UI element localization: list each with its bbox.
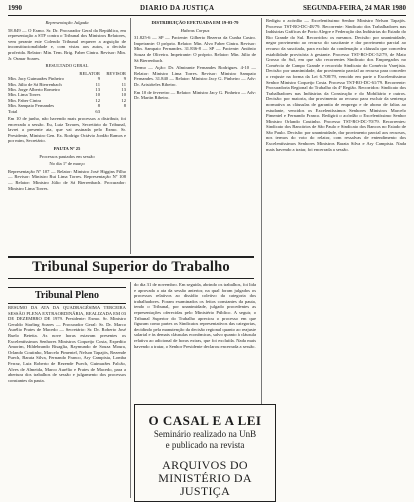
ad-publication-title: ARQUIVOS DO MINISTÉRIO DA JUSTIÇA [158,458,252,498]
section-rule-top [8,256,254,258]
distribution-subheading: Habeas Corpus [180,27,210,33]
left-column [8,18,126,256]
tribunal-banner: Tribunal Superior do Trabalho [32,259,230,275]
right-column [266,18,406,498]
journal-title: DIARIO DA JUSTIÇA [140,4,215,12]
mid-column-body-2: Termo — Ação: Dr. Almirante Fernandes Rodrigues. 4-10 — Relator: Ministro Lima Torres. Revisor: Ministro Sampaio Fernandes. 31.840 — Relator: Ministro Jacy G. Pinheiro — Adv: Dr. Aristóteles Ribeiro. [134,65,256,87]
judge-name: Min. Lima Torres [8,92,41,98]
ad-line-3: e publicado na revista [165,440,245,450]
judge-name: Min. Sampaio Fernandes [8,103,55,109]
right-column-text: Redigiu o acórdão — Excelentíssimo Senhor Ministro Nelson Tapajós. Processo TST-RO-DC-48/79. Recorrente: Sindicato dos Trabalhadores nas Indústrias Gráficas de Porto Alegre e Federação das Indústrias do Estado do Rio Grande do Sul. Recorridos: os mesmos. Decisão: por unanimidade, negar provimento ao recurso do suscitante e dar provimento parcial ao recurso da suscitada, para excluir da condenação a cláusula que concedeu estabilidade provisória à gestante. Processo TST-RO-DC-52/79, de Mato Grosso do Sul, em que são recorrentes Sindicato dos Empregados no Comércio de Campo Grande e recorrido Sindicato do Comércio Varejista. Decisão: por unanimidade, dar provimento parcial ao recurso para conceder o reajuste na forma da Lei 6.708/79, vencido em parte o Excelentíssimo Senhor Ministro Coqueijo Costa. Processo TST-RO-DC-61/79. Recorrente: Procuradoria Regional do Trabalho da 4ª Região. Recorridos: Sindicato dos Trabalhadores nas Indústrias da Construção e do Mobiliário e outros. Decisão: por maioria, dar provimento ao recurso para excluir da sentença normativa as cláusulas de garantia de emprego e de abono de faltas ao estudante, vencidos os Excelentíssimos Senhores Ministros Marcelo Pimentel e Fernando Franco. Redigirá o acórdão o Excelentíssimo Senhor Ministro Orlando Coutinho. Processo TST-RO-DC-70/79. Recorrentes: Sindicato dos Bancários de São Paulo e Sindicato dos Bancos no Estado de São Paulo. Decisão: por unanimidade, dar provimento parcial aos recursos, nos termos do voto do relator, com ressalvas de entendimento dos Excelentíssimos Senhores Ministros Barata Silva e Ary Campista. Nada mais havendo a tratar, foi encerrada a sessão. [266,18,406,152]
count-a: 10 [95,92,100,98]
header-rule [8,15,406,16]
count-a: 12 [95,97,100,103]
distribution-table [8,71,126,114]
mid-column [134,18,256,256]
count-a: 11 [95,81,100,87]
table-total-row [8,109,126,114]
table-col-header: REVISOR [106,70,126,76]
pauta-subtitle: Processos pautados em sessão [39,153,95,159]
section-rule-bottom [8,278,254,279]
tribunal-column-1-text: RESUMO DA ATA DA QUADRAGÉSIMA TERCEIRA SESSÃO PLENA EXTRAORDINÁRIA, REALIZADA EM 03 DE DEZEMBRO DE 1979. Presidente: Exmo. Sr. Ministro Geraldo Starling Soares — Procurador Geral: Sr. Dr. Marco Aurélio Prates de Macedo — Secretário: Sr. Dr. Roberto José Ruelo Betetta. As nove horas estavam presentes os Excelentíssimos Senhores Ministros Coqueijo Costa, Expedito Amorim, Hildebrando Bisaglia, Raymundo de Souza Moura, Orlando Coutinho, Marcelo Pimentel, Nelson Tapajós, Rezende Puech, Barata Silva, Fernando Franco, Ary Campista, Lomba Ferraz, Luiz Roberto de Rezende Puech, Guimarães Falcão, Alves de Almeida, Marco Aurélio e Prates de Macedo, para a abertura dos trabalhos de sessão e julgamento dos processos constantes da pauta. [8,305,126,383]
count-b: 11 [121,81,126,87]
pauta-date: No dia 1º de março [49,161,85,167]
mid-column-body: 31.825-6 — SP — Paciente: Gilberto Bezerra da Cunha Castro. Impetrante: O próprio. Relator: Min. Alvo Faber Cintra. Revisor: Min. Sampaio Fernandes. 31.836-8 — SP — Paciente: Antônio Souza de Oliveira. Impetrante: O próprio. Relator: Min. Júlio de Sá Bierrenbach. [134,35,256,63]
table-col-header: RELATOR [79,70,100,76]
left-column-body-2: Em 10 de junho, não havendo mais processos a distribuir, foi encerrada a sessão. Eu, Luiz Tavares, Secretário do Tribunal, lavrei a presente ata, que vai assinada pelo Exmo. Sr. Presidente, Ministro Gen. Ex. Rodrigo Octávio Jordão Ramos e por mim, Secretário. [8,116,126,144]
distribution-heading: DISTRIBUIÇÃO EFETUADA EM 19-03-79 [151,20,239,25]
mid-column-body-3: Em 10 de fevereiro — Relator: Ministro Jacy G. Pinheiro — Adv: Dr. Martin Ribeiro. [134,89,256,101]
judge-name: Min. Júlio de Sá Bierrenbach [8,81,62,87]
tribunal-column-2 [134,282,256,400]
count-a: 9 [97,76,100,82]
judge-name: Min. Faber Cintra [8,97,42,103]
tribunal-column-1 [8,305,126,498]
left-column-heading: Representação Julgada [45,20,89,25]
count-a: 13 [95,86,100,92]
count-b: 9 [123,76,126,82]
ad-headline: O CASAL E A LEI [148,413,262,428]
column-divider [130,282,131,498]
total-value: 63 [95,108,100,114]
count-b: 10 [121,92,126,98]
page-number: 1990 [8,4,22,12]
left-column-body: 58.849 — O Exmo. Sr. Dr. Procurador Geral da República, em representação a STF contra o Tribunal dos Ministros Relatores, vem perante este Colendo Tribunal requerer a arguição de inconstitucionalidade e, com vistas aos autos, a decisão proferida. Relator: Min. Tem. Brig. Faber Cintra. Revisor: Min. Jr. Osmar Soares. [8,27,126,61]
tribunal-column-2-text: do dia 31 de novembro. Em seguida, abrindo os trabalhos, foi lida e aprovada a ata da sessão anterior, na qual foram julgados os processos relativos ao dissídio coletivo da categoria dos trabalhadores. Foram examinados os feitos constantes da pauta, tendo o Tribunal, por unanimidade, julgado procedentes as representações oferecidas pelo Ministério Público. A seguir, o Tribunal Superior do Trabalho apreciou o processo em que figuram como partes os Sindicatos representativos das categorias, decidindo pela manutenção da decisão regional quanto ao reajuste salarial e às demais cláusulas econômicas, salvo quanto à cláusula relativa ao adicional de horas extras, que foi excluída. Nada mais havendo a tratar, o Senhor Presidente declarou encerrada a sessão. [134,282,256,349]
total-label: Total [8,108,18,114]
pauta-title: PAUTA Nº 25 [53,145,81,151]
tribunal-section-title: Tribunal Pleno [8,287,126,304]
pauta-body: Representação Nº 107 — Relator: Ministro José Higgins Filho — Revisor: Ministro Rui Lima Torres. Representação Nº 108 — Relator: Ministro Júlio de Sá Bierrenbach. Procurador: Ministro Lima Torres. [8,168,126,191]
count-a: 8 [97,103,100,109]
count-b: 13 [121,86,126,92]
judge-name: Min. Jacy Guimarães Pinheiro [8,76,64,82]
advertisement-box [134,404,276,502]
ad-line-2: Seminário realizado na UnB [153,429,257,439]
column-divider [130,18,131,254]
count-b: 12 [121,97,126,103]
page-header [8,3,406,15]
distribution-table-title: RESULTADO GERAL [45,63,89,69]
issue-date: SEGUNDA-FEIRA, 24 MAR 1980 [302,4,406,12]
judge-name: Min. Jorge Alberto Romeiro [8,86,60,92]
count-b: 8 [123,103,126,109]
